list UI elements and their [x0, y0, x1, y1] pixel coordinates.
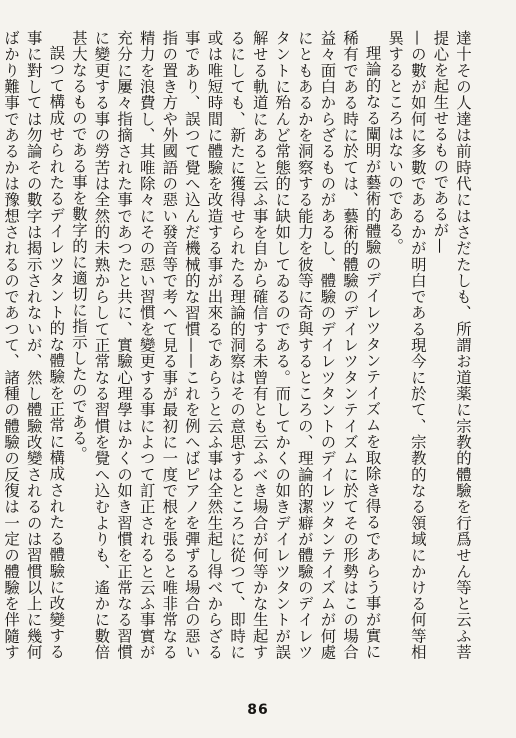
paragraph-3: 理論的なる闡明が藝術的體驗のデイレツタンテイズムを取除き得るであらう事が實に稀有である時に於ては、藝術的體驗のデイレツタンテイズムに於てその形勢はこの場合益々面白からざるものがあるし、體驗のデイレツタントのデイレツタンテイズムが何處にともあるかを洞察する能力を彼等に奇與するところの、理論的潔癖が體驗のデイレツタントに殆んど常態的に缺如してゐるのである。而してかくの如きデイレツタントが誤解せる軌道にあると云ふ事を自から確信する未曾有とも云ふべき場合が何等かな生起するにしても、新たに獲得せられたる理論的洞察はその意思するところに從つて、即時に或は唯短時間に體驗を改造する事が出來るであらうと云ふ事は全然生起し得べからざる事であり、誤つて覺へ込んだ機械的な習慣——これを例へばピアノを彈ずる場合の惡い指の置き方や外國語の惡い發音等で考へて見る事が最初に一度で根を張ると唯非常なる精力を浪費し、其唯除々にその惡い習慣を變更する事によつて訂正されると云ふ事實が充分に屢々指摘された事であつたと共に、實驗心理學はかくの如き習慣を正常なる習慣に變更する事の勞苦は全然的未熟からして正常なる習慣を覺へ込むよりも、遙かに數倍甚大なるものである事を數字的に適切に指示したのである。 — [69, 30, 382, 660]
page-number: 86 — [247, 702, 269, 718]
vertical-text-body — [2, 30, 474, 660]
paragraph-4: 誤つて構成せられたるデイレツタント的な體驗を正常に構成されたる體驗に改變する事に對しては勿論その數字は揭示されないが、然し體驗改變されるのは習慣以上に幾何ばかり難事であるかは豫想されるのであつて、諸種の體驗の反復は一定の體驗を伴隨す — [2, 30, 66, 660]
paragraph-1: 達十その人達は前時代にはさだたしも、所謂お道薬に宗教的體驗を行爲せん等と云ふ菩提心を起生せるものであるが— — [431, 30, 472, 660]
paragraph-2: —の數が如何に多數であるかが明白である現今に於て、宗教的なる領域にかける何等相異するところはないのである。 — [386, 30, 427, 660]
